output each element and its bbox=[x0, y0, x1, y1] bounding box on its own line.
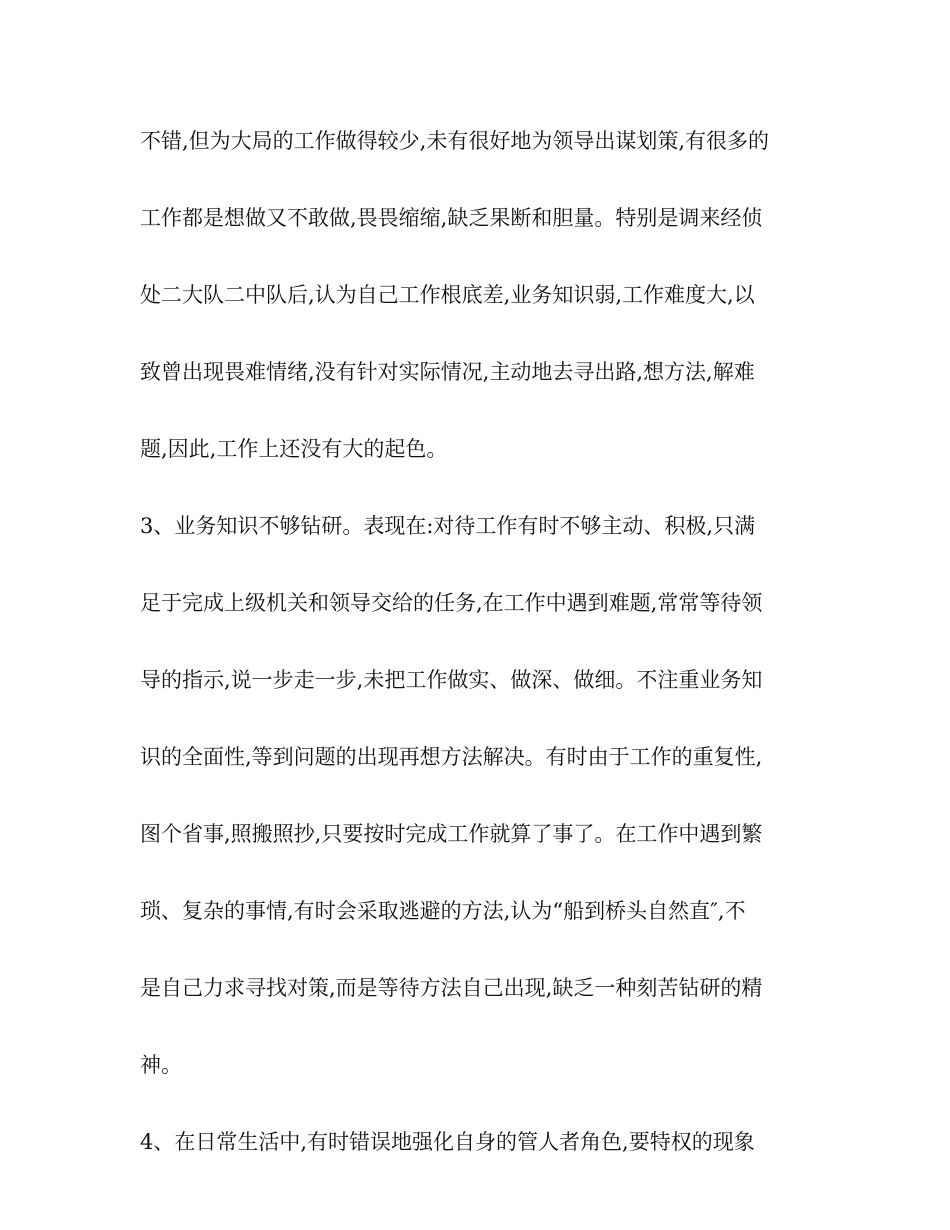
text-line: 题,因此,工作上还没有大的起色。 bbox=[140, 437, 448, 461]
text-line: 琐、复杂的事情,有时会采取逃避的方法,认为“船到桥头自然直″,不 bbox=[140, 899, 746, 923]
text-line: 致曾出现畏难情绪,没有针对实际情况,主动地去寻出路,想方法,解难 bbox=[140, 360, 755, 384]
text-line: 导的指示,说一步走一步,未把工作做实、做深、做细。不注重业务知 bbox=[140, 668, 763, 692]
text-line: 图个省事,照搬照抄,只要按时完成工作就算了事了。在工作中遇到繁 bbox=[140, 822, 763, 846]
text-line: 工作都是想做又不敢做,畏畏缩缩,缺乏果断和胆量。特别是调来经侦 bbox=[140, 206, 763, 230]
text-line: 神。 bbox=[140, 1053, 182, 1077]
text-line: 4、在日常生活中,有时错误地强化自身的管人者角色,要特权的现象 bbox=[140, 1130, 755, 1154]
text-line: 足于完成上级机关和领导交给的任务,在工作中遇到难题,常常等待领 bbox=[140, 591, 763, 615]
text-line: 处二大队二中队后,认为自己工作根底差,业务知识弱,工作难度大,以 bbox=[140, 283, 755, 307]
text-line: 是自己力求寻找对策,而是等待方法自己出现,缺乏一种刻苦钻研的精 bbox=[140, 976, 763, 1000]
text-line: 不错,但为大局的工作做得较少,未有很好地为领导出谋划策,有很多的 bbox=[140, 129, 770, 153]
text-line: 识的全面性,等到问题的出现再想方法解决。有时由于工作的重复性, bbox=[140, 745, 763, 769]
text-line: 3、业务知识不够钻研。表现在:对待工作有时不够主动、积极,只满 bbox=[140, 514, 756, 538]
